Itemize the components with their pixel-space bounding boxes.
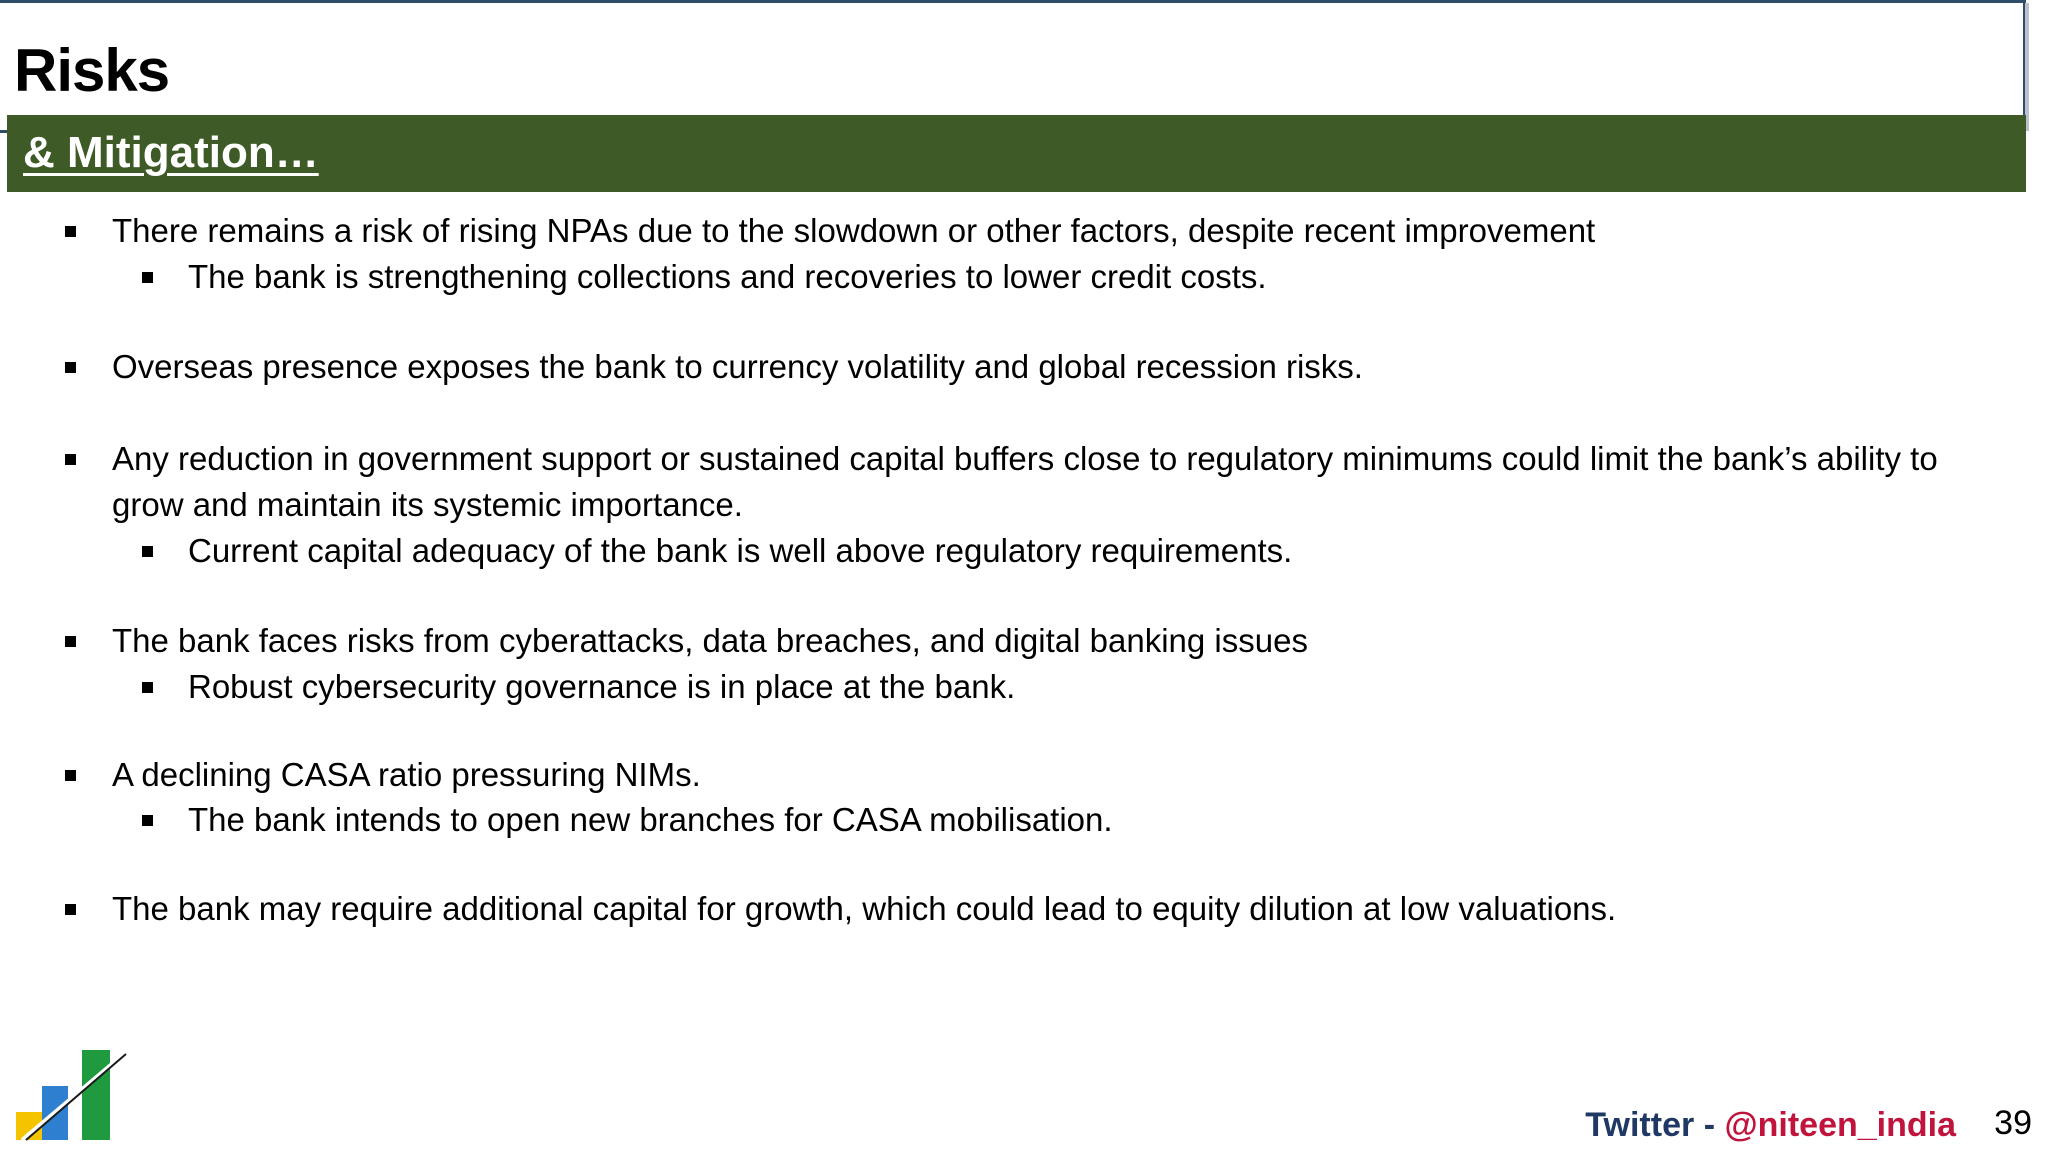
bullet-item	[0, 886, 1960, 932]
bullet-item	[0, 436, 1960, 528]
bullet-item	[0, 752, 1960, 798]
subtitle: & Mitigation…	[23, 128, 319, 177]
growth-chart-logo-icon	[16, 1050, 128, 1142]
page-number: 39	[1994, 1104, 2032, 1142]
square-bullet-icon	[65, 226, 76, 237]
square-bullet-icon	[65, 454, 76, 465]
square-bullet-icon	[142, 815, 153, 826]
sub-bullet-item	[0, 528, 1960, 574]
square-bullet-icon	[65, 770, 76, 781]
bullet-item	[0, 618, 1960, 664]
twitter-label: Twitter	[1585, 1106, 1695, 1144]
title-frame	[0, 0, 2026, 133]
sub-bullet-item	[0, 254, 1960, 300]
bullet-text: The bank may require additional capital for growth, which could lead to equity dilution at low valuations.	[112, 890, 1617, 927]
square-bullet-icon	[142, 682, 153, 693]
subtitle-bar	[7, 115, 2026, 192]
bullet-text: A declining CASA ratio pressuring NIMs.	[112, 756, 701, 793]
sub-bullet-text: Robust cybersecurity governance is in place at the bank.	[188, 668, 1016, 705]
sub-bullet-item	[0, 664, 1960, 710]
bullet-item	[0, 208, 1960, 254]
bullet-text: Overseas presence exposes the bank to currency volatility and global recession risks.	[112, 348, 1363, 385]
sub-bullet-text: The bank intends to open new branches for CASA mobilisation.	[188, 801, 1113, 838]
square-bullet-icon	[65, 636, 76, 647]
bullet-text: The bank faces risks from cyberattacks, data breaches, and digital banking issues	[112, 622, 1308, 659]
sub-bullet-text: The bank is strengthening collections and recoveries to lower credit costs.	[188, 258, 1267, 295]
bullet-text: There remains a risk of rising NPAs due to the slowdown or other factors, despite recent improvement	[112, 212, 1596, 249]
twitter-handle[interactable]: @niteen_india	[1724, 1106, 1956, 1144]
sub-bullet-item	[0, 797, 1960, 843]
square-bullet-icon	[142, 272, 153, 283]
square-bullet-icon	[65, 362, 76, 373]
separator: -	[1703, 1106, 1716, 1144]
sub-bullet-text: Current capital adequacy of the bank is well above regulatory requirements.	[188, 532, 1293, 569]
title-frame-shadow	[2025, 3, 2029, 131]
page-title: Risks	[14, 37, 170, 104]
bullet-text: Any reduction in government support or sustained capital buffers close to regulatory minimums could limit the bank’s ability to grow and maintain its systemic importance.	[112, 440, 1938, 523]
square-bullet-icon	[142, 546, 153, 557]
bullet-item	[0, 344, 1960, 390]
twitter-credit	[1585, 1100, 1956, 1150]
square-bullet-icon	[65, 904, 76, 915]
